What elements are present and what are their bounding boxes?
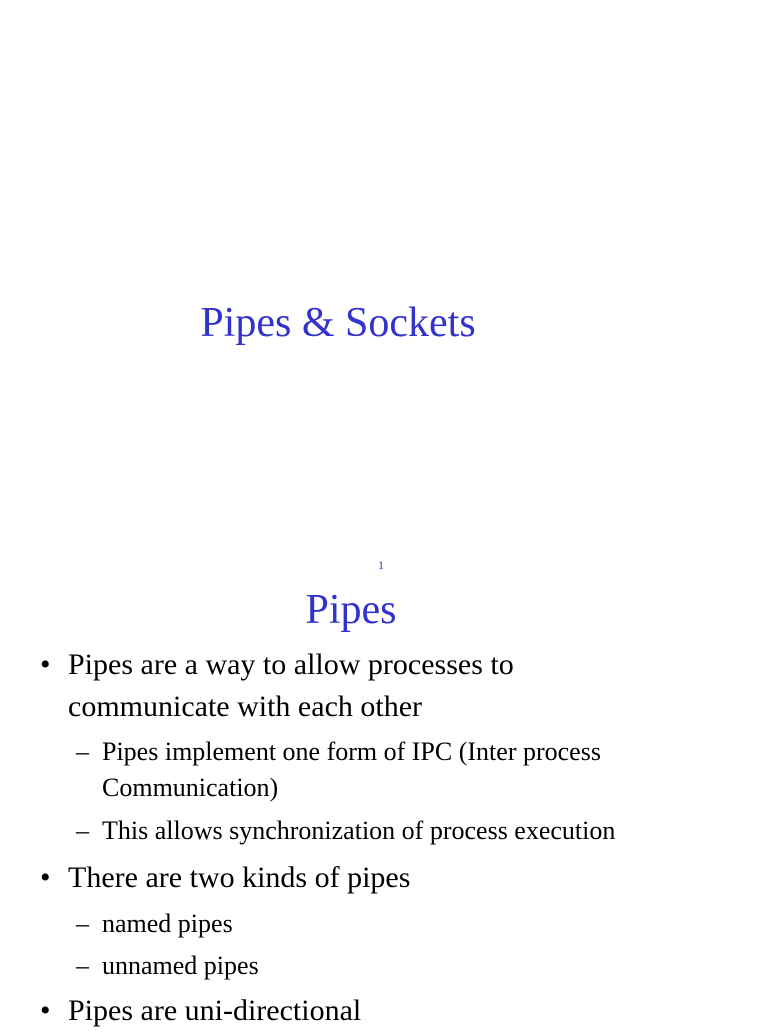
section-title: Pipes: [305, 587, 397, 633]
bullet-text: Pipes are a way to allow processes to: [68, 648, 514, 681]
bullet-text: There are two kinds of pipes: [68, 861, 411, 894]
sub-bullet-text: Communication): [102, 773, 279, 802]
sub-bullet-marker: –: [76, 909, 89, 938]
bullet-text: Pipes are uni-directional: [68, 994, 362, 1027]
bullet-marker: •: [40, 648, 51, 681]
sub-bullet-marker: –: [76, 737, 89, 766]
sub-bullet-text: This allows synchronization of process execution: [102, 816, 616, 845]
bullet-text: communicate with each other: [68, 690, 423, 723]
slide-title: Pipes & Sockets: [200, 300, 476, 346]
sub-bullet-text: unnamed pipes: [102, 951, 259, 980]
bullet-marker: •: [40, 994, 51, 1027]
sub-bullet-text: named pipes: [102, 909, 233, 938]
sub-bullet-marker: –: [76, 816, 89, 845]
sub-bullet-marker: –: [76, 951, 89, 980]
page-number: 1: [378, 558, 384, 572]
sub-bullet-text: Pipes implement one form of IPC (Inter process: [102, 737, 601, 766]
bullet-marker: •: [40, 861, 51, 894]
